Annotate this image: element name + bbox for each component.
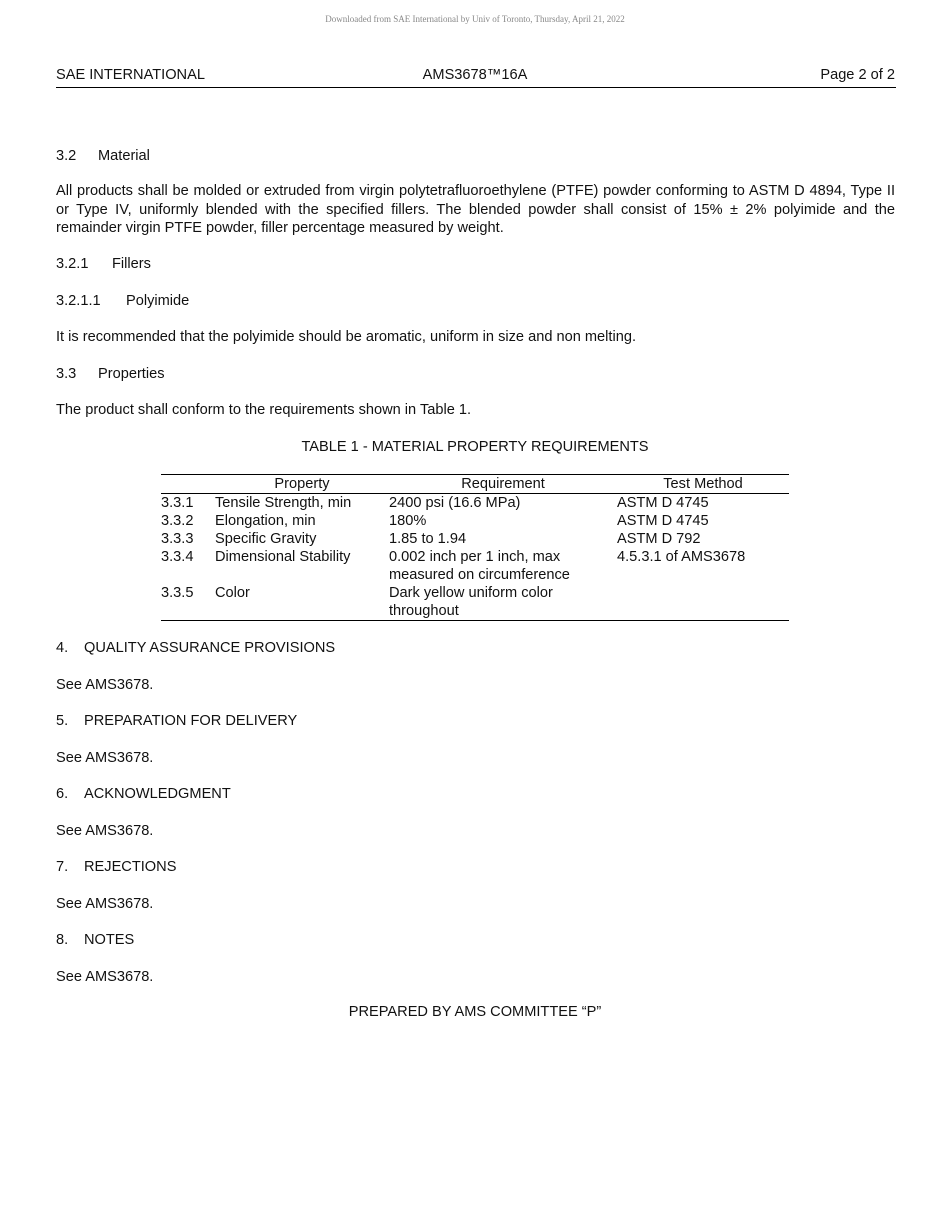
section-3-2-1-1-text: It is recommended that the polyimide should be aromatic, uniform in size and non melting. [56, 329, 636, 345]
section-3-2-text: All products shall be molded or extruded from virgin polytetrafluoroethylene (PTFE) powder conforming to ASTM D 4894, Type II or Type IV, uniformly blended with the specified fillers. The blended powder shall consist of 15% ± 2% polyimide and the remainder virgin PTFE powder, filler percentage measured by weight. [56, 183, 895, 236]
section-heading [56, 712, 297, 730]
row-requirement [389, 530, 617, 548]
section-heading [56, 858, 176, 876]
section-heading [56, 785, 231, 803]
section-number: 8. [56, 932, 69, 948]
section-title: NOTES [84, 932, 135, 948]
section-number: 4. [56, 640, 69, 656]
row-test-method: ASTM D 4745 [617, 495, 709, 511]
row-property: Elongation, min [215, 513, 316, 529]
row-requirement [389, 494, 617, 513]
row-property: Tensile Strength, min [215, 495, 352, 511]
header-requirement: Requirement [389, 475, 617, 494]
section-title: QUALITY ASSURANCE PROVISIONS [84, 640, 336, 656]
section-3-3-heading [56, 365, 165, 383]
section-3-3-text: The product shall conform to the requirements shown in Table 1. [56, 402, 472, 418]
row-requirement [389, 584, 617, 621]
row-test-method: ASTM D 4745 [617, 513, 709, 529]
row-number: 3.3.3 [161, 531, 194, 547]
section-title: Properties [98, 366, 165, 382]
table-row [161, 548, 789, 584]
row-property: Specific Gravity [215, 531, 317, 547]
section-title: ACKNOWLEDGMENT [84, 786, 231, 802]
table-row [161, 494, 789, 513]
row-number: 3.3.5 [161, 584, 215, 621]
requirement-line: 2400 psi (16.6 MPa) [389, 495, 521, 511]
table-title: TABLE 1 - MATERIAL PROPERTY REQUIREMENTS [301, 439, 649, 455]
table-header-row [161, 475, 789, 494]
requirement-line: 0.002 inch per 1 inch, max [389, 549, 561, 565]
requirement-line: 180% [389, 513, 427, 529]
header-doc-number: AMS3678™16A [422, 67, 528, 83]
section-title: Material [98, 148, 150, 164]
prepared-by: PREPARED BY AMS COMMITTEE “P” [348, 1004, 602, 1020]
header-rule [56, 87, 896, 88]
row-test-method: 4.5.3.1 of AMS3678 [617, 549, 746, 565]
row-test-method [617, 584, 789, 621]
header-property: Property [215, 475, 389, 494]
section-number: 3.2.1.1 [56, 293, 101, 309]
row-test-method: ASTM D 792 [617, 531, 701, 547]
row-number: 3.3.4 [161, 549, 194, 565]
section-heading [56, 639, 335, 657]
section-number: 3.3 [56, 366, 77, 382]
section-text: See AMS3678. [56, 677, 154, 693]
property-table [161, 474, 789, 621]
section-text: See AMS3678. [56, 969, 154, 985]
requirement-line: throughout [389, 603, 459, 619]
header-test-method: Test Method [617, 475, 789, 494]
section-heading [56, 931, 134, 949]
section-number: 3.2 [56, 148, 77, 164]
section-title: PREPARATION FOR DELIVERY [84, 713, 298, 729]
section-text: See AMS3678. [56, 896, 154, 912]
section-number: 5. [56, 713, 69, 729]
section-number: 3.2.1 [56, 256, 89, 272]
section-title: Polyimide [126, 293, 190, 309]
requirement-line: 1.85 to 1.94 [389, 531, 467, 547]
section-title: Fillers [112, 256, 151, 272]
table-row [161, 584, 789, 621]
section-text: See AMS3678. [56, 750, 154, 766]
download-notice: Downloaded from SAE International by Univ of Toronto, Thursday, April 21, 2022 [325, 14, 625, 24]
row-number: 3.3.1 [161, 495, 194, 511]
section-3-2-1-heading [56, 255, 151, 273]
table-row [161, 530, 789, 548]
row-requirement [389, 548, 617, 584]
section-number: 6. [56, 786, 69, 802]
header-org: SAE INTERNATIONAL [56, 67, 205, 83]
section-3-2-1-1-heading [56, 292, 189, 310]
row-property: Dimensional Stability [215, 549, 351, 565]
section-text: See AMS3678. [56, 823, 154, 839]
section-3-2-heading [56, 147, 150, 165]
requirement-line: Dark yellow uniform color [389, 585, 553, 601]
row-requirement [389, 512, 617, 530]
header-blank [161, 475, 215, 494]
row-property: Color [215, 584, 389, 621]
header-page: Page 2 of 2 [820, 67, 895, 83]
section-title: REJECTIONS [84, 859, 177, 875]
table-row [161, 512, 789, 530]
requirement-line: measured on circumference [389, 567, 570, 583]
row-number: 3.3.2 [161, 513, 194, 529]
section-number: 7. [56, 859, 69, 875]
